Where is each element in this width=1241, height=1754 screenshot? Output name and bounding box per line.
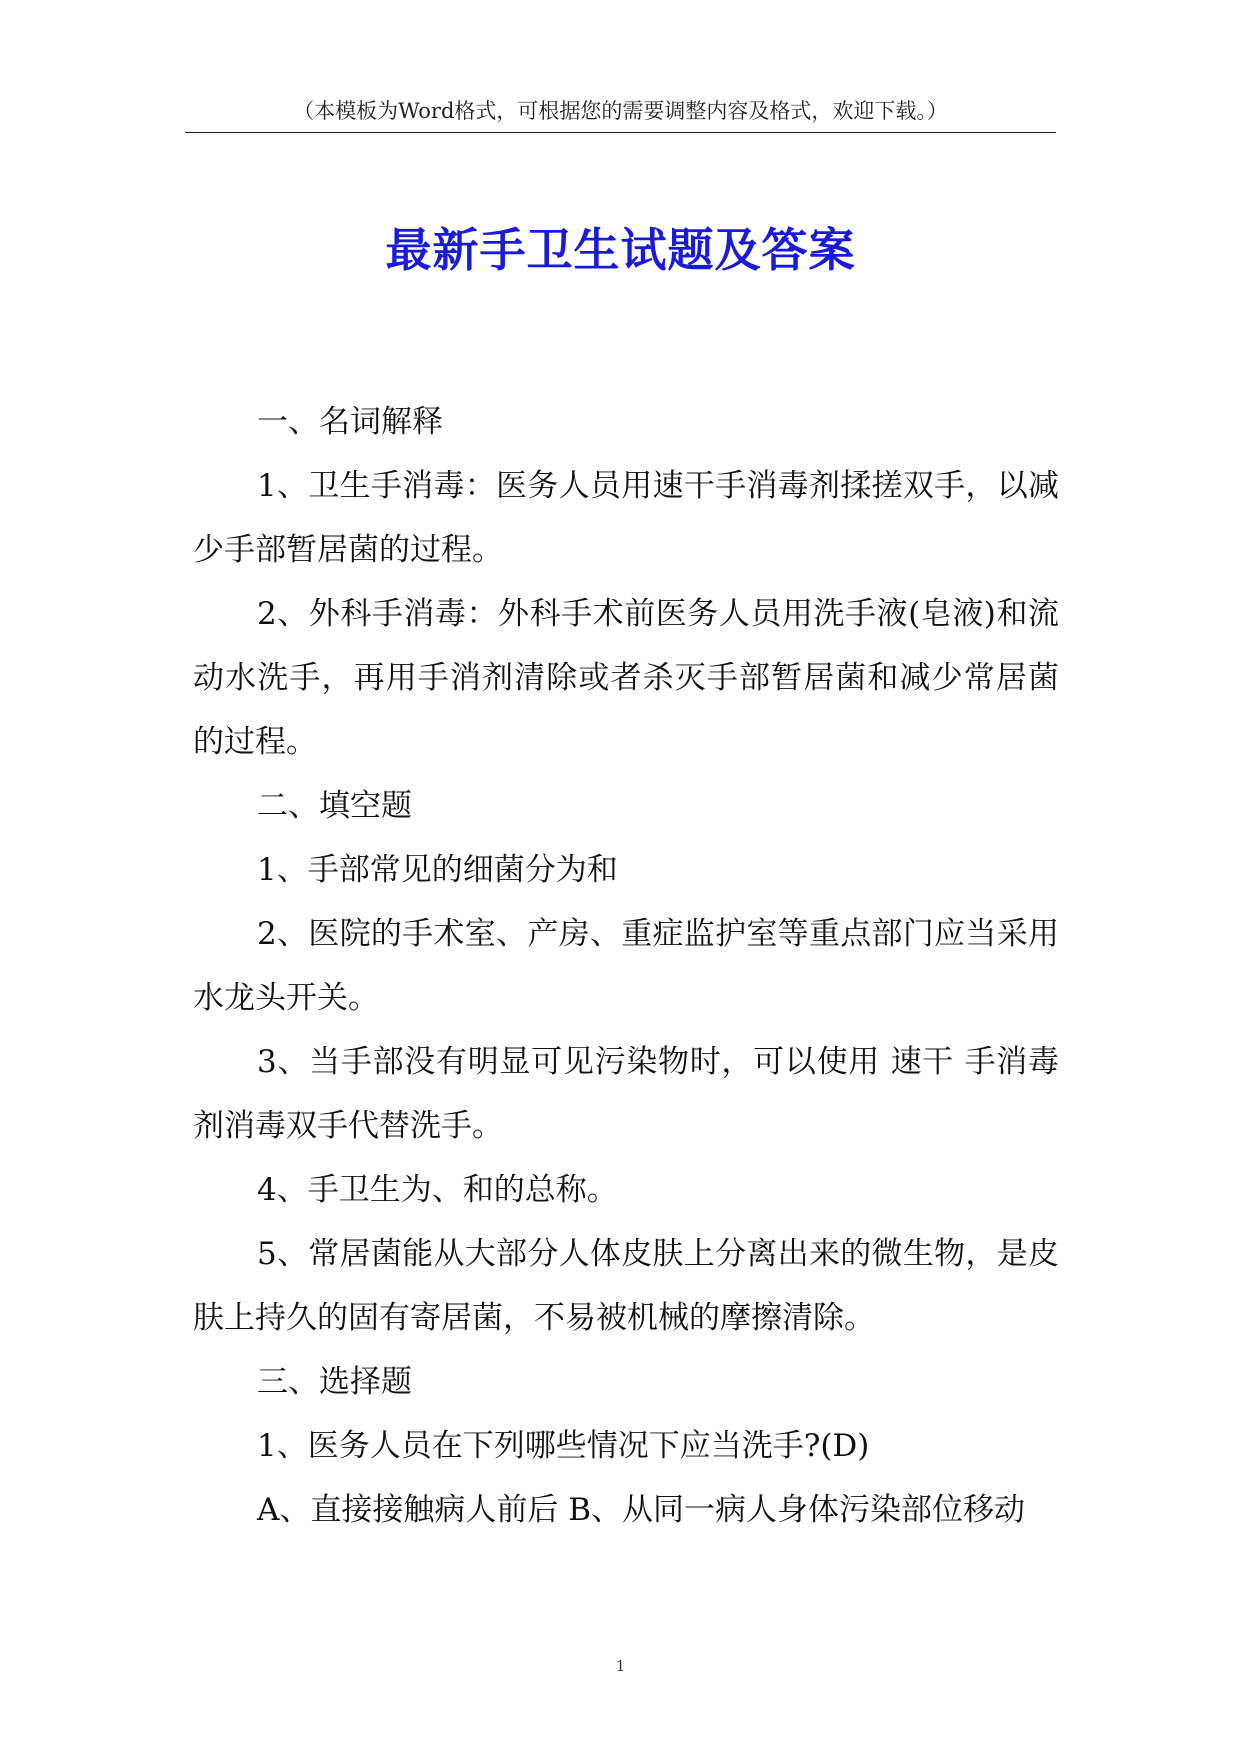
- header-note: （本模板为Word格式，可根据您的需要调整内容及格式，欢迎下载。）: [293, 99, 948, 123]
- header-divider: [185, 132, 1056, 133]
- section-heading-fill-blank: 二、填空题: [257, 788, 412, 824]
- paragraph-definition-1: 1、卫生手消毒：医务人员用速干手消毒剂揉搓双手，以减少手部暂居菌的过程。: [193, 468, 1059, 568]
- paragraph-fill-blank-2: 2、医院的手术室、产房、重症监护室等重点部门应当采用水龙头开关。: [193, 916, 1059, 1016]
- paragraph-definition-2: 2、外科手消毒：外科手术前医务人员用洗手液(皂液)和流动水洗手，再用手消剂清除或者杀灭手部暂居菌和减少常居菌的过程。: [193, 596, 1059, 760]
- section-heading-definitions: 一、名词解释: [257, 404, 443, 440]
- document-title: 最新手卫生试题及答案: [385, 223, 856, 277]
- paragraph-choice-question-1: 1、医务人员在下列哪些情况下应当洗手?(D): [257, 1428, 870, 1464]
- document-body: [193, 390, 1059, 1542]
- paragraph-fill-blank-4: 4、手卫生为、和的总称。: [257, 1172, 618, 1208]
- page-number: 1: [615, 1657, 626, 1675]
- paragraph-fill-blank-1: 1、手部常见的细菌分为和: [257, 852, 618, 888]
- paragraph-choice-options: A、直接接触病人前后 B、从同一病人身体污染部位移动: [257, 1492, 1026, 1528]
- paragraph-fill-blank-5: 5、常居菌能从大部分人体皮肤上分离出来的微生物，是皮肤上持久的固有寄居菌，不易被机械的摩擦清除。: [193, 1236, 1059, 1336]
- section-heading-multiple-choice: 三、选择题: [257, 1364, 412, 1400]
- paragraph-fill-blank-3: 3、当手部没有明显可见污染物时，可以使用 速干 手消毒剂消毒双手代替洗手。: [193, 1044, 1059, 1144]
